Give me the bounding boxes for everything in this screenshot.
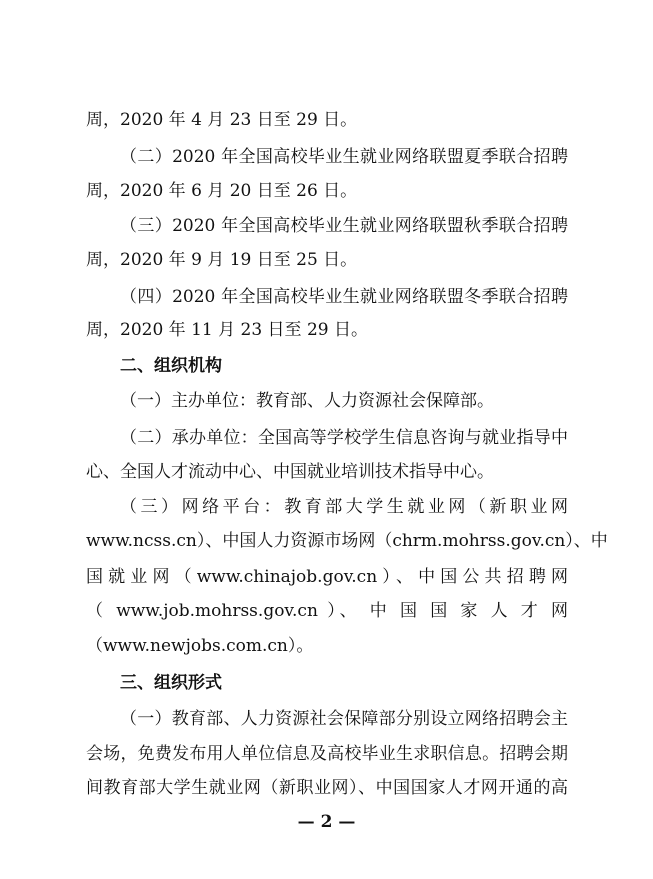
text-line: （一）主办单位：教育部、人力资源社会保障部。 [120,391,494,411]
text-line: 周，2020 年 6 月 20 日至 26 日。 [86,181,358,201]
text-line: 会场，免费发布用人单位信息及高校毕业生求职信息。招聘会期 [86,744,568,764]
section-heading: 二、组织机构 [120,356,222,376]
text-line: （www.newjobs.com.cn）。 [86,636,314,656]
text-line: 心、全国人才流动中心、中国就业培训技术指导中心。 [86,462,494,482]
text-line: www.ncss.cn）、中国人力资源市场网（chrm.mohrss.gov.cn）、中 [86,531,608,551]
page-number: — 2 — [297,812,356,832]
text-line: 周，2020 年 4 月 23 日至 29 日。 [86,110,358,130]
text-line: 间教育部大学生就业网（新职业网）、中国国家人才网开通的高 [86,778,568,798]
text-line: （三）2020 年全国高校毕业生就业网络联盟秋季联合招聘 [120,216,568,236]
text-line: 周，2020 年 11 月 23 日至 29 日。 [86,320,368,340]
text-line: （一）教育部、人力资源社会保障部分别设立网络招聘会主 [120,709,568,729]
text-line: 周，2020 年 9 月 19 日至 25 日。 [86,250,358,270]
text-line: （三）网络平台：教育部大学生就业网（新职业网 [120,497,568,517]
section-heading: 三、组织形式 [120,673,222,693]
text-line: （四）2020 年全国高校毕业生就业网络联盟冬季联合招聘 [120,287,568,307]
text-line: （二）2020 年全国高校毕业生就业网络联盟夏季联合招聘 [120,147,568,167]
text-line: （二）承办单位：全国高等学校学生信息咨询与就业指导中 [120,428,568,448]
text-line: （ www.job.mohrss.gov.cn ）、 中 国 国 家 人 才 网 [86,601,568,621]
text-line: 国就业网（www.chinajob.gov.cn）、中国公共招聘网 [86,567,568,587]
